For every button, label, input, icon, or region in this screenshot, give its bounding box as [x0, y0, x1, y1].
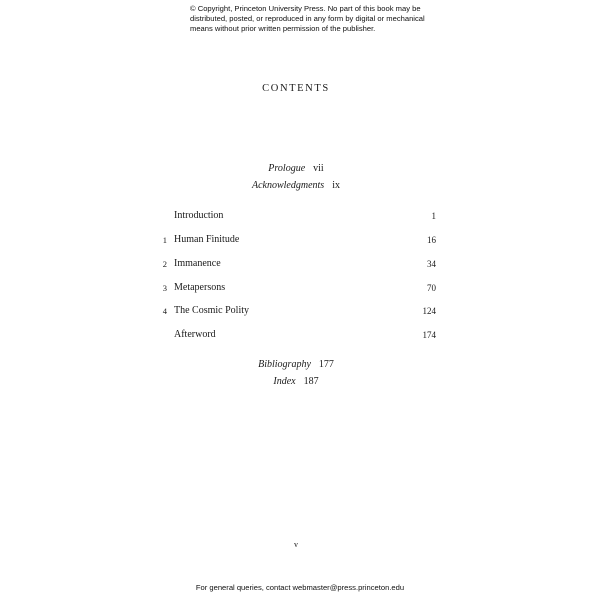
copyright-notice — [190, 4, 430, 33]
chapter-title: The Cosmic Polity — [174, 305, 249, 316]
chapter-page: 1 — [431, 211, 436, 221]
entry-title: Prologue — [268, 163, 306, 174]
chapter-page: 70 — [427, 283, 436, 293]
chapter-number: 2 — [162, 259, 167, 269]
contents-heading: CONTENTS — [262, 83, 330, 94]
chapter-title: Human Finitude — [174, 234, 240, 245]
entry-page: 187 — [303, 376, 319, 387]
footer-contact: For general queries, contact webmaster@press.princeton.edu — [195, 583, 405, 592]
chapter-number: 3 — [162, 283, 167, 293]
toc-row — [150, 258, 440, 270]
chapter-title: Afterword — [174, 329, 216, 340]
chapter-number: 1 — [162, 235, 167, 245]
chapter-page: 16 — [427, 235, 436, 245]
chapter-page: 174 — [422, 330, 436, 340]
toc-row — [150, 329, 440, 341]
chapter-title: Immanence — [174, 258, 221, 269]
toc-row — [150, 305, 440, 317]
entry-page: 177 — [318, 359, 334, 370]
entry-page: ix — [332, 180, 340, 191]
toc-row — [150, 282, 440, 294]
entry-title: Bibliography — [258, 359, 311, 370]
chapter-page: 34 — [427, 259, 436, 269]
toc-row — [150, 210, 440, 222]
entry-page: vii — [313, 163, 324, 174]
back-matter-entry — [0, 359, 592, 371]
front-matter-entry — [0, 163, 592, 175]
back-matter-entry — [0, 376, 592, 388]
entry-title: Index — [273, 376, 296, 387]
toc-row — [150, 234, 440, 246]
copyright-line: © Copyright, Princeton University Press. No part of this book may be — [190, 4, 421, 13]
chapter-title: Introduction — [174, 210, 224, 221]
entry-title: Acknowledgments — [252, 180, 325, 191]
copyright-line: means without prior written permission of the publisher. — [190, 23, 376, 33]
chapter-title: Metapersons — [174, 282, 226, 293]
copyright-line: distributed, posted, or reproduced in any form by digital or mechanical — [190, 13, 425, 23]
chapter-page: 124 — [422, 306, 436, 316]
front-matter-entry — [0, 180, 592, 192]
chapter-number: 4 — [162, 306, 167, 316]
page-number: v — [294, 540, 298, 549]
